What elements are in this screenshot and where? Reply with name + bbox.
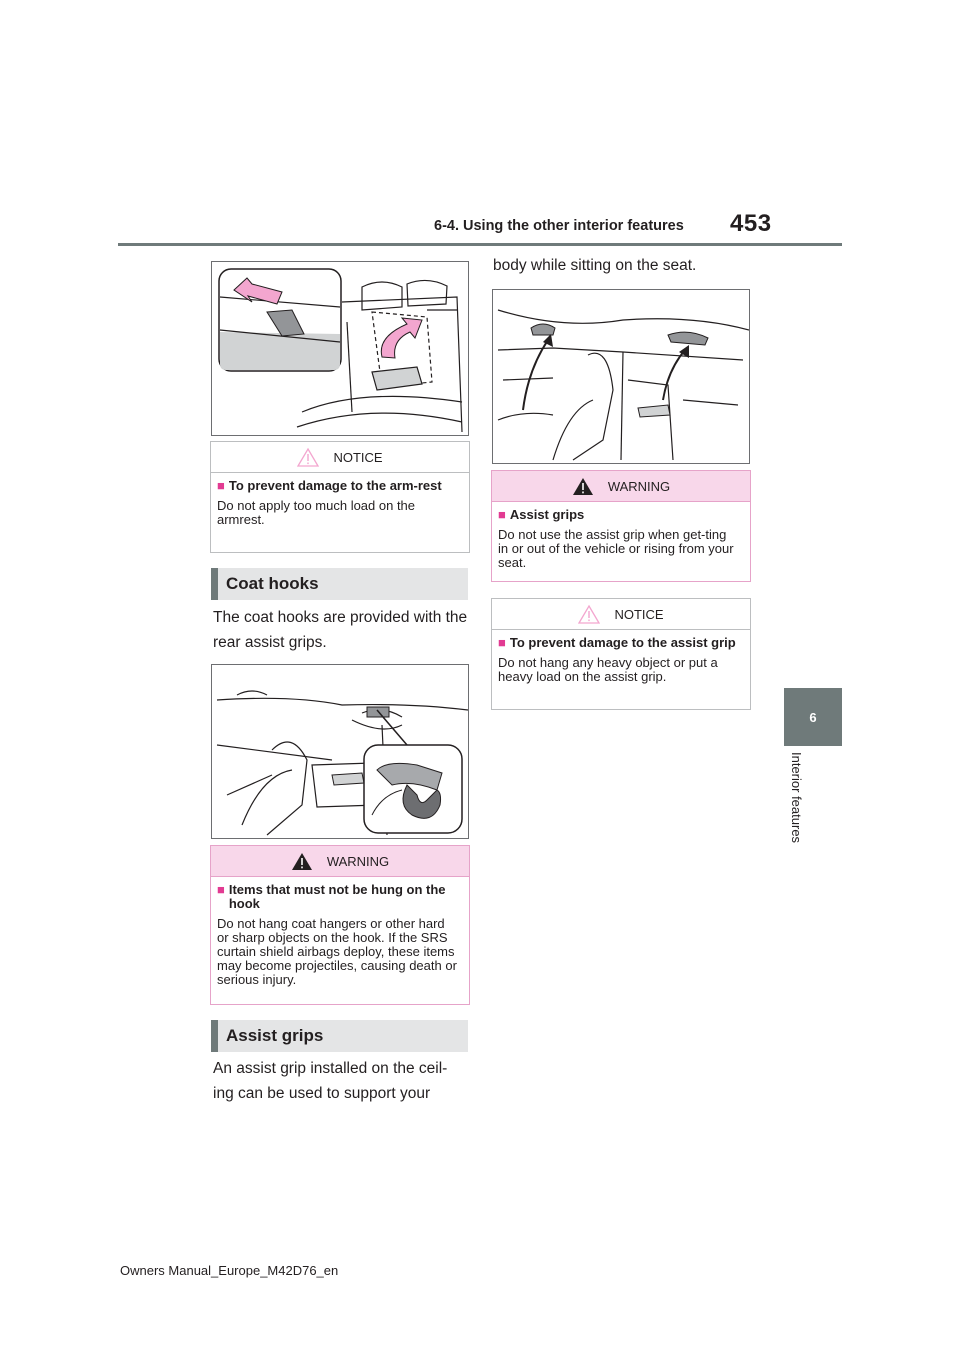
warning-triangle-icon <box>572 476 594 496</box>
footer-doc-id: Owners Manual_Europe_M42D76_en <box>120 1263 339 1278</box>
section-heading-assist-grips: Assist grips <box>211 1020 468 1052</box>
notice-header <box>211 442 469 473</box>
notice-title: NOTICE <box>333 449 383 465</box>
coat-hook-illustration <box>211 664 469 839</box>
warning-text: Do not hang coat hangers or other hard or sharp objects on the hook. If the SRS curtain shield airbags deploy, these items may become projectiles, causing death or serious injury. <box>217 916 457 987</box>
notice-text: Do not hang any heavy object or put a heavy load on the assist grip. <box>498 655 718 684</box>
notice-title: NOTICE <box>614 606 664 622</box>
assist-grip-illustration <box>492 289 750 464</box>
bullet-square-icon: ■ <box>498 635 506 650</box>
warning-header <box>211 846 469 877</box>
notice-box-assist-grip <box>491 598 751 710</box>
warning-heading-text: Items that must not be hung on the hook <box>228 882 446 911</box>
notice-heading <box>217 479 459 493</box>
notice-header <box>492 599 750 630</box>
warning-heading <box>498 508 740 522</box>
bullet-square-icon: ■ <box>217 478 225 493</box>
notice-heading-text: To prevent damage to the arm-rest <box>228 478 442 493</box>
coat-hooks-paragraph: The coat hooks are provided with the rear assist grips. <box>213 609 468 651</box>
notice-text: Do not apply too much load on the armrest. <box>217 498 416 527</box>
page-number: 453 <box>730 210 772 237</box>
armrest-illustration <box>211 261 469 436</box>
warning-box-coat-hook <box>210 845 470 1005</box>
assist-grips-paragraph: An assist grip installed on the ceil-ing can be used to support your <box>213 1060 448 1102</box>
notice-heading-text: To prevent damage to the assist grip <box>509 635 736 650</box>
bullet-square-icon: ■ <box>217 882 225 897</box>
warning-heading <box>217 883 459 911</box>
notice-triangle-icon <box>578 604 600 624</box>
chapter-label-wrap <box>784 752 804 870</box>
assist-grips-paragraph-continued: body while sitting on the seat. <box>493 257 697 274</box>
section-heading-coat-hooks: Coat hooks <box>211 568 468 600</box>
warning-triangle-icon <box>291 851 313 871</box>
bullet-square-icon: ■ <box>498 507 506 522</box>
warning-text: Do not use the assist grip when get-ting in or out of the vehicle or rising from your seat. <box>498 527 734 570</box>
notice-heading <box>498 636 740 650</box>
warning-box-assist-grips <box>491 470 751 582</box>
section-title: 6-4. Using the other interior features <box>434 218 684 234</box>
header-rule <box>118 243 842 246</box>
warning-header <box>492 471 750 502</box>
warning-title: WARNING <box>326 853 390 869</box>
warning-heading-text: Assist grips <box>509 507 585 522</box>
chapter-tab: 6 <box>784 688 842 746</box>
warning-title: WARNING <box>607 478 671 494</box>
notice-triangle-icon <box>297 447 319 467</box>
chapter-label: Interior features <box>789 752 804 844</box>
notice-box-armrest <box>210 441 470 553</box>
